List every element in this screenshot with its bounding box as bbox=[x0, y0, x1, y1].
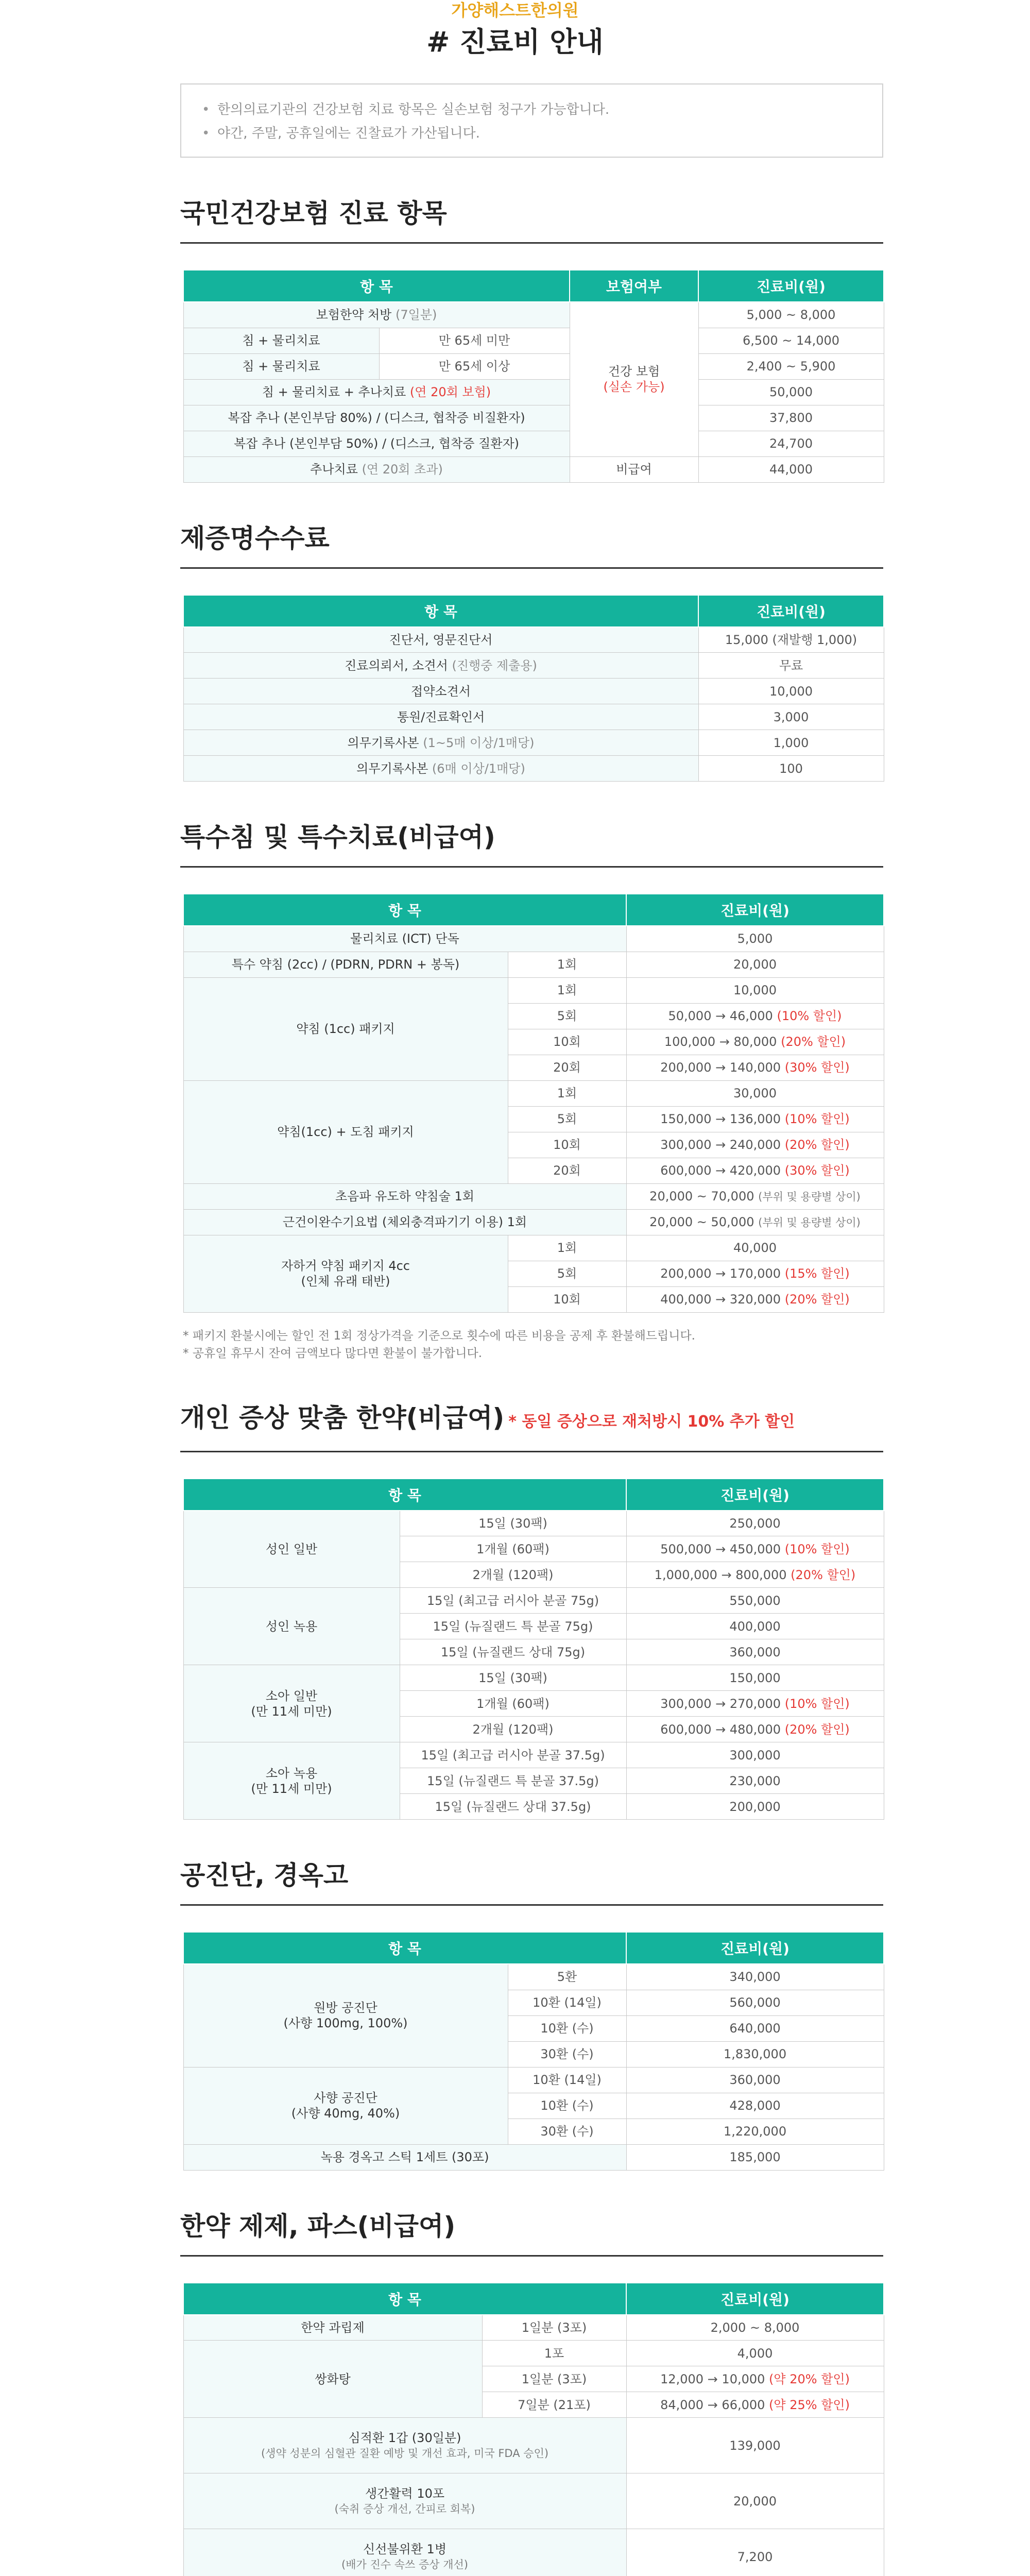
package-name: 약침 (1cc) 패키지 bbox=[183, 977, 508, 1080]
item-spec: 10환 (14일) bbox=[508, 1990, 626, 2015]
item-price: 1,000 bbox=[698, 730, 884, 756]
item-price: 100 bbox=[698, 756, 884, 782]
group-subname: (사향 100mg, 100%) bbox=[283, 2016, 408, 2031]
col-header-price: 진료비(원) bbox=[698, 270, 884, 302]
table-row bbox=[183, 952, 884, 977]
item-name: 진단서, 영문진단서 bbox=[183, 627, 698, 653]
item-spec: 2개월 (120팩) bbox=[400, 1562, 626, 1588]
discount-label: (20% 할인) bbox=[784, 1722, 850, 1737]
page-title: # 진료비 안내 bbox=[426, 26, 604, 58]
item-price: 600,000 → 420,000 bbox=[660, 1163, 781, 1178]
item-price: 300,000 bbox=[626, 1742, 884, 1768]
table-row bbox=[183, 679, 884, 704]
item-price: 300,000 → 270,000 bbox=[660, 1696, 781, 1711]
item-price: 4,000 bbox=[737, 2346, 773, 2361]
item-spec: 7일분 (21포) bbox=[482, 2392, 626, 2418]
item-name: 복잡 추나 (본인부담 50%) / (디스크, 협착증 질환자) bbox=[183, 431, 570, 456]
table-row bbox=[183, 2473, 884, 2529]
item-price: 30,000 bbox=[733, 1086, 777, 1100]
item-price: 428,000 bbox=[626, 2093, 884, 2119]
table-row bbox=[183, 926, 884, 952]
col-header-item: 항 목 bbox=[183, 595, 698, 627]
item-spec: 1개월 (60팩) bbox=[400, 1536, 626, 1562]
item-name: 접약소견서 bbox=[183, 679, 698, 704]
item-name: 근건이완수기요법 (체외충격파기기 이용) 1회 bbox=[183, 1209, 626, 1235]
clinic-brand: 가양해스트한의원 bbox=[451, 1, 579, 20]
table-row bbox=[183, 2529, 884, 2576]
insurance-label: 건강 보험 bbox=[608, 364, 660, 379]
item-price: 20,000 bbox=[626, 952, 884, 977]
item-price: 600,000 → 480,000 bbox=[660, 1722, 781, 1737]
footnote bbox=[183, 1327, 883, 1362]
item-name: 진료의뢰서, 소견서 bbox=[345, 658, 448, 673]
item-count: 1회 bbox=[508, 1080, 626, 1106]
col-header-price: 진료비(원) bbox=[698, 595, 884, 627]
item-price: 20,000 ~ 70,000 bbox=[649, 1189, 754, 1204]
item-price: 12,000 → 10,000 bbox=[660, 2371, 765, 2386]
package-subname: (인체 유래 태반) bbox=[301, 1274, 390, 1289]
item-price: 300,000 → 240,000 bbox=[660, 1138, 781, 1152]
item-price: 360,000 bbox=[626, 2067, 884, 2093]
section-title: 공진단, 경옥고 bbox=[180, 1860, 883, 1906]
discount-label: (20% 할인) bbox=[784, 1292, 850, 1307]
item-spec: 1일분 (3포) bbox=[482, 2366, 626, 2392]
table-row bbox=[183, 1511, 884, 1536]
group-name: 원방 공진단 bbox=[314, 2001, 377, 2015]
item-spec: 1일분 (3포) bbox=[482, 2315, 626, 2341]
item-price: 400,000 → 320,000 bbox=[660, 1292, 781, 1307]
footnote-line: * 패키지 환불시에는 할인 전 1회 정상가격을 기준으로 횟수에 따른 비용을 공제 후 환불해드립니다. bbox=[183, 1329, 695, 1343]
notice-item: • 한의의료기관의 건강보험 치료 항목은 실손보험 청구가 가능합니다. bbox=[202, 98, 862, 122]
item-price: 100,000 → 80,000 bbox=[664, 1035, 777, 1049]
table-row bbox=[183, 456, 884, 482]
item-price: 1,830,000 bbox=[626, 2041, 884, 2067]
item-price: 560,000 bbox=[626, 1990, 884, 2015]
package-name: 약침(1cc) + 도침 패키지 bbox=[183, 1080, 508, 1183]
item-price: 150,000 → 136,000 bbox=[660, 1112, 781, 1126]
item-price: 200,000 → 170,000 bbox=[660, 1266, 781, 1281]
item-name: 의무기록사본 bbox=[347, 735, 419, 750]
section-title-text: 개인 증상 맞춤 한약(비급여) bbox=[180, 1402, 505, 1433]
item-spec: 15일 (30팩) bbox=[400, 1665, 626, 1691]
item-spec: 15일 (뉴질랜드 상대 75g) bbox=[400, 1639, 626, 1665]
notice-box bbox=[180, 83, 883, 158]
gongjindan-table bbox=[183, 1931, 884, 2171]
certificate-table bbox=[183, 595, 884, 782]
group-name: 사향 공진단 bbox=[314, 2091, 377, 2105]
item-name: 침 + 물리치료 bbox=[183, 328, 379, 353]
item-count: 10회 bbox=[508, 1286, 626, 1312]
item-spec: 10환 (수) bbox=[508, 2015, 626, 2041]
discount-label: (약 20% 할인) bbox=[769, 2371, 850, 2386]
item-price: 1,000,000 → 800,000 bbox=[654, 1567, 787, 1582]
col-header-price: 진료비(원) bbox=[626, 1479, 884, 1511]
item-name: 침 + 물리치료 bbox=[183, 353, 379, 379]
item-count: 5회 bbox=[508, 1106, 626, 1132]
item-note: (부위 및 용량별 상이) bbox=[758, 1190, 861, 1203]
item-price: 2,000 ~ 8,000 bbox=[626, 2315, 884, 2341]
item-count: 20회 bbox=[508, 1055, 626, 1080]
item-price: 340,000 bbox=[626, 1964, 884, 1990]
item-price: 20,000 ~ 50,000 bbox=[649, 1214, 754, 1229]
table-row bbox=[183, 2418, 884, 2473]
item-condition: 만 65세 이상 bbox=[379, 353, 570, 379]
discount-label: (20% 할인) bbox=[791, 1567, 856, 1582]
section-national-insurance bbox=[180, 198, 883, 483]
item-desc: (배가 진수 속쓰 증상 개선) bbox=[341, 2558, 468, 2571]
item-count: 10회 bbox=[508, 1132, 626, 1158]
table-row bbox=[183, 756, 884, 782]
item-note: (진행중 제출용) bbox=[452, 658, 537, 673]
col-header-item: 항 목 bbox=[183, 1479, 626, 1511]
item-name: 복잡 추나 (본인부담 80%) / (디스크, 협착증 비질환자) bbox=[183, 405, 570, 431]
col-header-item: 항 목 bbox=[183, 270, 570, 302]
item-price: 84,000 → 66,000 bbox=[660, 2397, 765, 2412]
item-price: 200,000 bbox=[626, 1794, 884, 1820]
item-name: 통원/진료확인서 bbox=[183, 704, 698, 730]
col-header-price: 진료비(원) bbox=[626, 894, 884, 926]
col-header-price: 진료비(원) bbox=[626, 1932, 884, 1964]
table-row bbox=[183, 2341, 884, 2366]
section-title bbox=[180, 1402, 883, 1452]
item-spec: 10환 (수) bbox=[508, 2093, 626, 2119]
item-condition: 만 65세 미만 bbox=[379, 328, 570, 353]
discount-label: (10% 할인) bbox=[784, 1541, 850, 1556]
item-spec: 30환 (수) bbox=[508, 2041, 626, 2067]
item-spec: 5환 bbox=[508, 1964, 626, 1990]
item-price: 500,000 → 450,000 bbox=[660, 1541, 781, 1556]
item-note: (7일분) bbox=[396, 308, 437, 323]
item-price: 무료 bbox=[698, 653, 884, 679]
discount-label: (30% 할인) bbox=[784, 1163, 850, 1178]
table-row bbox=[183, 704, 884, 730]
item-spec: 30환 (수) bbox=[508, 2119, 626, 2144]
item-count: 10회 bbox=[508, 1029, 626, 1055]
group-subname: (만 11세 미만) bbox=[251, 1781, 332, 1796]
discount-label: (20% 할인) bbox=[784, 1138, 850, 1152]
section-title: 제증명수수료 bbox=[180, 523, 883, 569]
section-certificate-fees bbox=[180, 523, 883, 782]
table-row bbox=[183, 431, 884, 456]
item-note: (6매 이상/1매당) bbox=[432, 761, 525, 776]
item-count: 20회 bbox=[508, 1158, 626, 1183]
item-price: 6,500 ~ 14,000 bbox=[698, 328, 884, 353]
group-name: 성인 일반 bbox=[183, 1511, 400, 1588]
item-spec: 15일 (뉴질랜드 특 분골 37.5g) bbox=[400, 1768, 626, 1794]
item-price: 360,000 bbox=[626, 1639, 884, 1665]
group-subname: (사향 40mg, 40%) bbox=[291, 2106, 400, 2121]
item-count: 5회 bbox=[508, 1261, 626, 1286]
item-price: 50,000 bbox=[698, 379, 884, 405]
item-price: 550,000 bbox=[626, 1588, 884, 1614]
item-price: 7,200 bbox=[626, 2529, 884, 2576]
table-row bbox=[183, 977, 884, 1003]
table-row bbox=[183, 1964, 884, 1990]
section-gongjindan bbox=[180, 1860, 883, 2171]
table-row bbox=[183, 730, 884, 756]
col-header-insurance: 보험여부 bbox=[570, 270, 698, 302]
col-header-item: 항 목 bbox=[183, 1932, 626, 1964]
table-row bbox=[183, 627, 884, 653]
preparations-table bbox=[183, 2282, 884, 2576]
item-count: 1회 bbox=[508, 977, 626, 1003]
item-price: 24,700 bbox=[698, 431, 884, 456]
section-herbal-preparations bbox=[180, 2211, 883, 2576]
item-price: 44,000 bbox=[698, 456, 884, 482]
item-price: 1,220,000 bbox=[626, 2119, 884, 2144]
table-row bbox=[183, 1742, 884, 1768]
group-name: 성인 녹용 bbox=[183, 1588, 400, 1665]
table-row bbox=[183, 1183, 884, 1209]
item-spec: 10환 (14일) bbox=[508, 2067, 626, 2093]
item-name: 녹용 경옥고 스틱 1세트 (30포) bbox=[183, 2144, 626, 2170]
item-price: 50,000 → 46,000 bbox=[668, 1009, 773, 1023]
discount-label: (15% 할인) bbox=[784, 1266, 850, 1281]
section-title: 특수침 및 특수치료(비급여) bbox=[180, 822, 883, 868]
item-name: 쌍화탕 bbox=[183, 2341, 482, 2418]
page-header bbox=[0, 0, 1030, 59]
item-spec: 15일 (최고급 러시아 분골 75g) bbox=[400, 1588, 626, 1614]
item-price: 139,000 bbox=[626, 2418, 884, 2473]
item-name: 심적환 1갑 (30일분) bbox=[348, 2430, 461, 2445]
item-desc: (숙취 증상 개선, 간피로 회복) bbox=[334, 2502, 475, 2515]
item-price: 3,000 bbox=[698, 704, 884, 730]
item-spec: 15일 (뉴질랜드 특 분골 75g) bbox=[400, 1614, 626, 1639]
item-price: 10,000 bbox=[733, 983, 777, 997]
table-row bbox=[183, 653, 884, 679]
table-row bbox=[183, 2144, 884, 2170]
item-price: 37,800 bbox=[698, 405, 884, 431]
notice-item: • 야간, 주말, 공휴일에는 진찰료가 가산됩니다. bbox=[202, 122, 862, 145]
footnote-line: * 공휴일 휴무시 잔여 금액보다 많다면 환불이 불가합니다. bbox=[183, 1346, 483, 1360]
insurance-sub: (실손 가능) bbox=[603, 380, 665, 395]
discount-label: (20% 할인) bbox=[781, 1035, 846, 1049]
item-spec: 2개월 (120팩) bbox=[400, 1717, 626, 1742]
item-spec: 1개월 (60팩) bbox=[400, 1691, 626, 1717]
item-name: 특수 약침 (2cc) / (PDRN, PDRN + 봉독) bbox=[183, 952, 508, 977]
table-row bbox=[183, 2067, 884, 2093]
table-row bbox=[183, 1209, 884, 1235]
item-note: (1~5매 이상/1매당) bbox=[423, 735, 535, 750]
insurance-table bbox=[183, 269, 884, 483]
discount-label: (약 25% 할인) bbox=[769, 2397, 850, 2412]
item-price: 250,000 bbox=[729, 1516, 781, 1531]
special-acupuncture-table bbox=[183, 893, 884, 1313]
table-row bbox=[183, 328, 884, 353]
insurance-cell bbox=[570, 302, 698, 456]
table-row bbox=[183, 1665, 884, 1691]
table-row bbox=[183, 1080, 884, 1106]
item-name: 물리치료 (ICT) 단독 bbox=[183, 926, 626, 952]
item-name: 보험한약 처방 bbox=[316, 308, 392, 323]
table-row bbox=[183, 302, 884, 328]
item-price: 150,000 bbox=[729, 1670, 781, 1685]
section-custom-herbal bbox=[180, 1402, 883, 1820]
item-count: 1회 bbox=[508, 952, 626, 977]
item-price: 40,000 bbox=[733, 1241, 777, 1255]
item-note: (부위 및 용량별 상이) bbox=[758, 1216, 861, 1229]
table-row bbox=[183, 353, 884, 379]
table-row bbox=[183, 405, 884, 431]
item-spec: 15일 (30팩) bbox=[400, 1511, 626, 1536]
item-price: 5,000 ~ 8,000 bbox=[698, 302, 884, 328]
group-subname: (만 11세 미만) bbox=[251, 1704, 332, 1719]
table-row bbox=[183, 1235, 884, 1261]
item-name: 생간활력 10포 bbox=[365, 2486, 445, 2501]
item-name: 한약 과립제 bbox=[183, 2315, 482, 2341]
item-price: 185,000 bbox=[626, 2144, 884, 2170]
col-header-price: 진료비(원) bbox=[626, 2283, 884, 2315]
table-row bbox=[183, 1588, 884, 1614]
item-price: 10,000 bbox=[698, 679, 884, 704]
item-price: 15,000 (재발행 1,000) bbox=[698, 627, 884, 653]
item-name: 침 + 물리치료 + 추나치료 bbox=[262, 385, 406, 399]
item-price: 2,400 ~ 5,900 bbox=[698, 353, 884, 379]
item-note: (연 20회 보험) bbox=[409, 385, 491, 399]
section-title: 국민건강보험 진료 항목 bbox=[180, 198, 883, 244]
item-price: 200,000 → 140,000 bbox=[660, 1060, 781, 1075]
item-name: 의무기록사본 bbox=[356, 761, 428, 776]
section-special-acupuncture bbox=[180, 822, 883, 1362]
col-header-item: 항 목 bbox=[183, 894, 626, 926]
col-header-item: 항 목 bbox=[183, 2283, 626, 2315]
item-count: 1회 bbox=[508, 1235, 626, 1261]
discount-label: (10% 할인) bbox=[777, 1009, 842, 1023]
insurance-cell: 비급여 bbox=[570, 456, 698, 482]
item-price: 400,000 bbox=[626, 1614, 884, 1639]
item-spec: 15일 (뉴질랜드 상대 37.5g) bbox=[400, 1794, 626, 1820]
item-price: 20,000 bbox=[626, 2473, 884, 2529]
package-name: 자하거 약침 패키지 4cc bbox=[281, 1259, 410, 1273]
group-name: 소아 일반 bbox=[265, 1688, 318, 1703]
item-desc: (생약 성분의 심혈관 질환 예방 및 개선 효과, 미국 FDA 승인) bbox=[261, 2447, 549, 2460]
table-row bbox=[183, 2315, 884, 2341]
item-count: 5회 bbox=[508, 1003, 626, 1029]
item-name: 초음파 유도하 약침술 1회 bbox=[183, 1183, 626, 1209]
discount-label: (10% 할인) bbox=[784, 1696, 850, 1711]
group-name: 소아 녹용 bbox=[265, 1766, 318, 1781]
item-name: 추나치료 bbox=[310, 462, 358, 477]
item-spec: 15일 (최고급 러시아 분골 37.5g) bbox=[400, 1742, 626, 1768]
herbal-table bbox=[183, 1478, 884, 1820]
table-row bbox=[183, 379, 884, 405]
discount-label: (10% 할인) bbox=[784, 1112, 850, 1126]
section-title: 한약 제제, 파스(비급여) bbox=[180, 2211, 883, 2257]
item-name: 신선불위환 1병 bbox=[363, 2541, 447, 2556]
item-note: (연 20회 초과) bbox=[362, 462, 443, 477]
item-price: 230,000 bbox=[626, 1768, 884, 1794]
item-spec: 1포 bbox=[482, 2341, 626, 2366]
item-price: 5,000 bbox=[626, 926, 884, 952]
item-price: 640,000 bbox=[626, 2015, 884, 2041]
discount-label: (30% 할인) bbox=[784, 1060, 850, 1075]
section-warning: * 동일 증상으로 재처방시 10% 추가 할인 bbox=[508, 1412, 795, 1431]
